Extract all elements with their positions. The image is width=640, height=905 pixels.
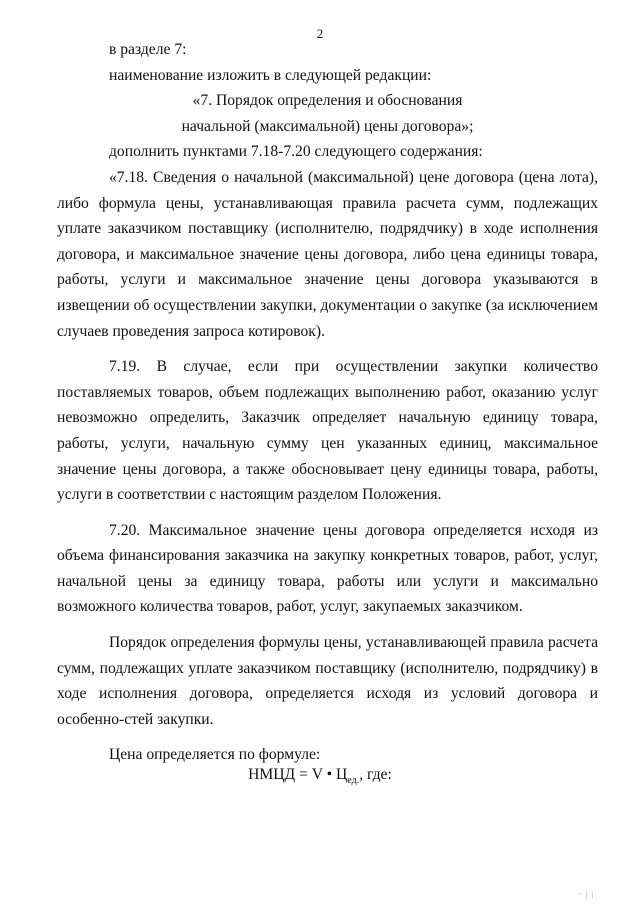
paragraph: начальной (максимальной) цены договора»; <box>181 117 474 135</box>
paragraph: в разделе 7: <box>109 41 187 58</box>
paragraph: дополнить пунктами 7.18-7.20 следующего содержания: <box>109 143 483 161</box>
scan-mark: · | | <box>579 890 594 899</box>
formula-subscript: ед. <box>347 775 360 787</box>
page-number: 2 <box>316 26 324 41</box>
document-body <box>57 37 598 768</box>
paragraph: «7.18. Сведения о начальной (максимальной) цене договора (цена лота), либо формула цены, устанавливающая правила расчета сумм, подлежащих уплате заказчиком поставщику (исполнителю, подрядчику) в ходе исполнения договора, и максимальное значение цены договора, либо цена единицы товара, работы, услуги и максимальное значение цены договора указываются в извещении об осуществлении закупки, документации о закупке (за исключением случаев проведения запроса котировок). <box>57 168 598 340</box>
price-formula <box>0 766 640 786</box>
paragraph: 7.20. Максимальное значение цены договора определяется исходя из объема финансирования заказчика на закупку конкретных товаров, работ, услуг, начальной цены за единицу товара, работы или услуги и максимально возможного количества товаров, работ, услуг, закупаемых заказчиком. <box>57 521 598 616</box>
paragraph: Цена определяется по формуле: <box>109 746 321 764</box>
formula-main: НМЦД = V • Ц <box>248 766 348 783</box>
paragraph: наименование изложить в следующей редакции: <box>109 66 432 84</box>
paragraph: «7. Порядок определения и обоснования <box>192 92 463 110</box>
paragraph: Порядок определения формулы цены, устанавливающей правила расчета сумм, подлежащих уплате заказчиком поставщику (исполнителю, подрядчику) в ходе исполнения договора, определяется исходя из условий договора и особенно-стей закупки. <box>57 634 598 728</box>
formula-suffix: , где: <box>359 766 392 783</box>
paragraph: 7.19. В случае, если при осуществлении закупки количество поставляемых товаров, объем подлежащих выполнению работ, оказанию услуг невозможно определить, Заказчик определяет начальную единицу товара, работы, услуги, начальную сумму цен указанных единиц, максимальное значение цены договора, а также обосновывает цену единицы товара, работы, услуги в соответствии с настоящим разделом Положения. <box>57 358 598 504</box>
